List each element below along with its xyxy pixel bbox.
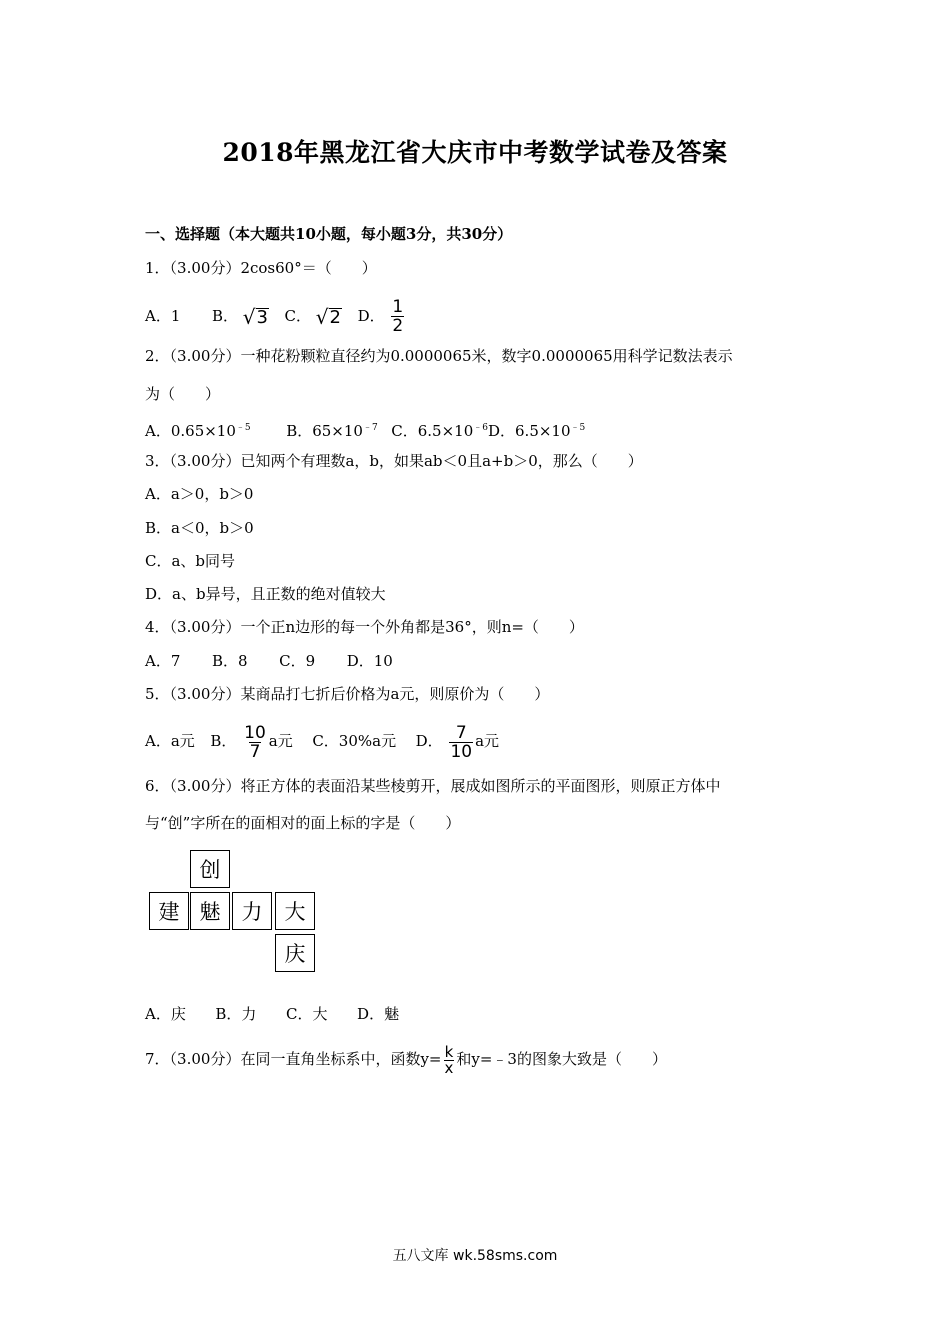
option-a: A．庆 <box>145 1005 186 1023</box>
question-6-stem-line1: 6．（3.00分）将正方体的表面沿某些棱剪开，展成如图所示的平面图形，则原正方体中 <box>145 777 721 795</box>
option-c: C．9 <box>279 652 316 670</box>
option-b-label: B． <box>210 732 237 750</box>
question-3-option-a: A．a＞0，b＞0 <box>145 485 254 503</box>
option-d-label: D． <box>357 306 385 325</box>
net-cell-jian: 建 <box>149 892 189 930</box>
fraction-seven-tenths: $\frac{7}{10}$ <box>450 722 473 762</box>
option-d: D．10 <box>346 652 393 670</box>
fraction-one-half: $\frac{1}{2}$ <box>392 297 404 336</box>
net-cell-mei: 魅 <box>190 892 230 930</box>
option-c: C．6.5×10 <box>391 422 474 440</box>
page-title: 2018年黑龙江省大庆市中考数学试卷及答案 <box>222 138 728 167</box>
question-1-stem: 1．（3.00分）2cos60°＝（ ） <box>145 259 377 277</box>
footer-watermark: 五八文库 wk.58sms.com <box>392 1248 558 1264</box>
option-b: B．力 <box>215 1005 257 1023</box>
question-2-options: A．$0.65\times 10^{﹣5}$ B．$65\times 10^{﹣7}$ C．$6.5\times 10^{﹣6}D$．$6.5\times 10^{﹣5}$ <box>145 422 586 440</box>
question-7-stem: 7．（3.00分）在同一直角坐标系中，函数y= $\frac{k}{x}$ 和y=﹣3的图象大致是（ ） <box>145 1042 667 1077</box>
option-a: A．a元 <box>145 732 195 750</box>
option-d-label: D． <box>415 732 443 750</box>
option-c: C．30%a元 <box>312 732 397 750</box>
sqrt-2: √ 2 <box>315 304 341 329</box>
question-5-options: A．a元 B． $\frac{10}{7}$ a元 C．30%a元 D． $\frac{7}{10}$ a元 <box>145 722 500 762</box>
net-cell-qing: 庆 <box>275 934 315 972</box>
net-cell-da: 大 <box>275 892 315 930</box>
net-cell-li: 力 <box>232 892 272 930</box>
option-a: A．0.65×10 <box>145 422 236 440</box>
question-5-stem: 5．（3.00分）某商品打七折后价格为a元，则原价为（ ） <box>145 685 550 703</box>
question-1-options <box>145 298 406 335</box>
question-3-stem: 3．（3.00分）已知两个有理数a，b，如果ab＜0且a+b＞0，那么（ ） <box>145 452 643 470</box>
option-c: C．大 <box>286 1005 328 1023</box>
option-a: A．7 <box>145 652 181 670</box>
question-4-stem: 4．（3.00分）一个正n边形的每一个外角都是36°，则n=（ ） <box>145 618 584 636</box>
section-heading: 一、选择题（本大题共10小题，每小题3分，共30分） <box>145 225 513 243</box>
question-3-option-c: C．a、b同号 <box>145 552 236 570</box>
question-6-stem-line2: 与“创”字所在的面相对的面上标的字是（ ） <box>145 814 461 832</box>
question-6-options <box>145 1004 399 1024</box>
option-a: A．1 <box>145 306 181 325</box>
question-3-option-b: B．a＜0，b＞0 <box>145 519 254 537</box>
fraction-ten-sevenths: $\frac{10}{7}$ <box>244 722 266 762</box>
option-b-label: B． <box>211 306 238 325</box>
option-b: B．65×10 <box>286 422 363 440</box>
fraction-k-over-x: $\frac{k}{x}$ <box>444 1042 454 1077</box>
question-2-stem-line1: 2．（3.00分）一种花粉颗粒直径约为0.0000065米，数字0.0000065用科学记数法表示 <box>145 347 733 365</box>
question-4-options <box>145 651 393 671</box>
option-b: B．8 <box>211 652 248 670</box>
net-cell-chuang: 创 <box>190 850 230 888</box>
question-3-option-d: D．a、b异号，且正数的绝对值较大 <box>145 585 386 603</box>
option-c-label: C． <box>284 306 312 325</box>
question-2-stem-line2: 为（ ） <box>145 385 221 403</box>
sqrt-3: √ 3 <box>242 304 268 329</box>
option-d: D．魅 <box>357 1005 400 1023</box>
option-d: D．6.5×10 <box>487 422 571 440</box>
